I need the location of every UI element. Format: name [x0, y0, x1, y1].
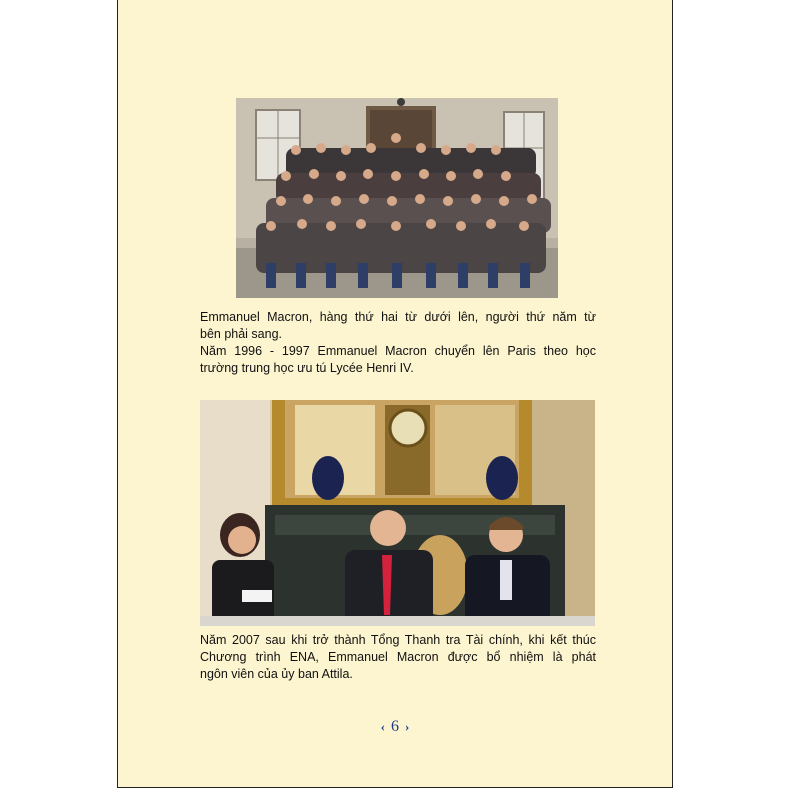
- page-number: 6: [391, 718, 399, 735]
- class-photo: [236, 98, 558, 298]
- caption-line: ngôn viên của ủy ban Attila.: [200, 667, 353, 681]
- caption-line: Emmanuel Macron, hàng thứ hai từ dưới lên, người thứ năm từ: [200, 310, 596, 324]
- caption-class-photo: [200, 309, 596, 377]
- caption-line: Năm 2007 sau khi trở thành Tổng Thanh tra Tài chính, khi kết thúc: [200, 633, 596, 647]
- caption-line: Năm 1996 - 1997 Emmanuel Macron chuyển lên Paris theo học: [200, 344, 596, 358]
- chevron-left-icon: ‹: [380, 719, 385, 734]
- caption-press-photo: [200, 632, 596, 683]
- chevron-right-icon: ›: [405, 719, 410, 734]
- caption-line: Chương trình ENA, Emmanuel Macron được bổ nhiệm là phát: [200, 650, 596, 664]
- page-number-nav: [118, 718, 672, 736]
- book-page: [117, 0, 673, 788]
- press-conference-photo: [200, 400, 595, 626]
- caption-line: bên phải sang.: [200, 327, 283, 341]
- caption-line: trường trung học ưu tú Lycée Henri IV.: [200, 361, 414, 375]
